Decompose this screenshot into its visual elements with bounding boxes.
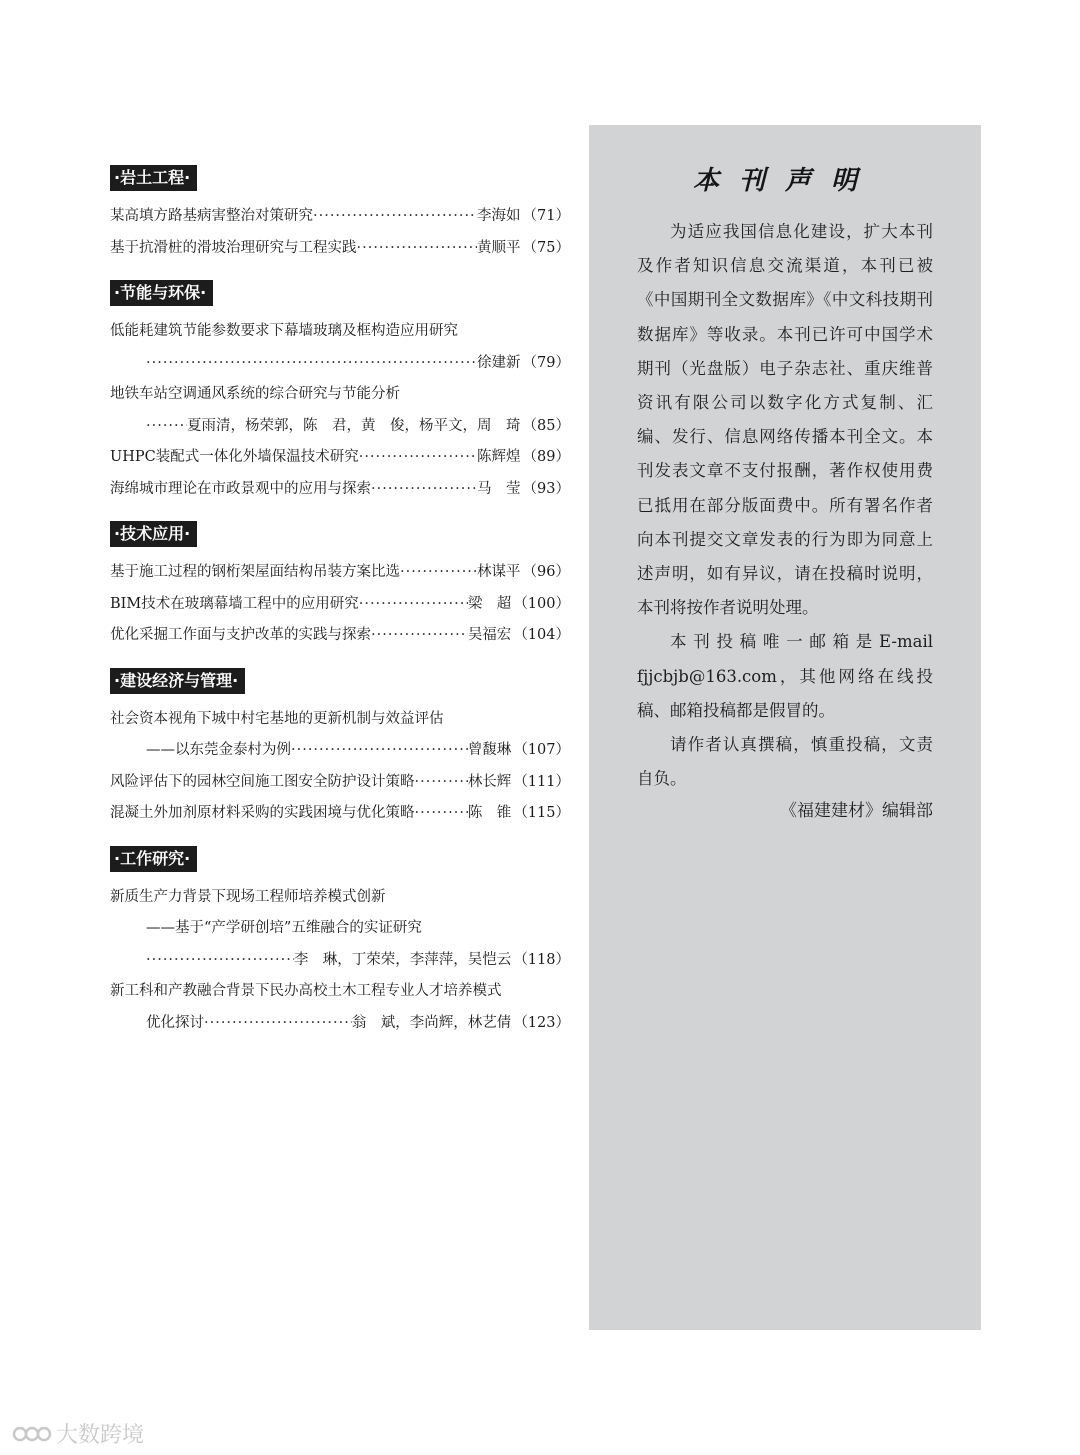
dot-leader bbox=[357, 233, 478, 265]
entry-author: 曾馥琳 bbox=[467, 742, 512, 758]
entry-title: 基于抗滑桩的滑坡治理研究与工程实践 bbox=[110, 239, 357, 256]
notice-body bbox=[637, 215, 933, 796]
entry-page: （100） bbox=[513, 595, 570, 612]
toc-section bbox=[110, 846, 570, 1040]
toc-entry[interactable] bbox=[110, 379, 570, 442]
dot-leader bbox=[359, 442, 477, 474]
watermark bbox=[12, 1418, 144, 1449]
notice-title: 本刊声明 bbox=[692, 166, 877, 196]
dot-leader bbox=[204, 1008, 352, 1040]
toc-entry[interactable] bbox=[110, 798, 570, 830]
entry-author: 陈 锥 bbox=[467, 805, 512, 821]
entry-author: 林谋平 bbox=[477, 564, 521, 580]
entry-page: （93） bbox=[522, 480, 570, 497]
toc-section bbox=[110, 521, 570, 652]
table-of-contents bbox=[110, 165, 570, 1039]
entry-page: （111） bbox=[513, 773, 570, 790]
entry-title: 社会资本视角下城中村宅基地的更新机制与效益评估 bbox=[110, 710, 444, 727]
notice-paragraph: 为适应我国信息化建设，扩大本刊及作者知识信息交流渠道，本刊已被《中国期刊全文数据库》《中文科技期刊数据库》等收录。本刊已许可中国学术期刊（光盘版）电子杂志社、重庆维普资讯有限公司以数字化方式复制、汇编、发行、信息网络传播本刊全文。本刊发表文章不支付报酬，著作权使用费已抵用在部分版面费中。所有署名作者向本刊提交文章发表的行为即为同意上述声明，如有异议，请在投稿时说明，本刊将按作者说明处理。 bbox=[637, 222, 933, 618]
entry-page: （96） bbox=[522, 564, 570, 580]
entry-title: UHPC装配式一体化外墙保温技术研究 bbox=[110, 449, 359, 465]
toc-entry[interactable] bbox=[110, 316, 570, 379]
entry-title: 风险评估下的园林空间施工图安全防护设计策略 bbox=[110, 773, 415, 790]
entry-title: 低能耗建筑节能参数要求下幕墙玻璃及框构造应用研究 bbox=[110, 323, 458, 339]
entry-title: 海绵城市理论在市政景观中的应用与探索 bbox=[110, 480, 371, 497]
watermark-text: 大数跨境 bbox=[56, 1423, 145, 1448]
notice-paragraph: 本刊投稿唯一邮箱是E-mail fjjcbjb@163.com，其他网络在线投稿、邮箱投稿都是假冒的。 bbox=[637, 632, 933, 720]
entry-page: （107） bbox=[513, 742, 570, 758]
entry-page: （85） bbox=[522, 417, 570, 434]
section-header: ·节能与环保· bbox=[110, 280, 213, 306]
toc-entry[interactable] bbox=[110, 201, 570, 233]
entry-page: （75） bbox=[522, 239, 570, 256]
entry-title: 某高填方路基病害整治对策研究 bbox=[110, 208, 313, 224]
entry-author: 马 莹 bbox=[477, 480, 521, 497]
entry-title: 基于施工过程的钢桁架屋面结构吊装方案比选 bbox=[110, 564, 400, 580]
entry-title: 混凝土外加剂原材料采购的实践困境与优化策略 bbox=[110, 805, 415, 821]
dot-leader bbox=[146, 945, 294, 977]
entry-author: 李海如 bbox=[477, 208, 521, 224]
entry-author: 黄顺平 bbox=[477, 239, 521, 256]
entry-author: 梁 超 bbox=[467, 595, 512, 612]
entry-subtitle: ——基于“产学研创培”五维融合的实证研究 bbox=[146, 920, 422, 936]
toc-entry[interactable] bbox=[110, 233, 570, 265]
toc-entry[interactable] bbox=[110, 976, 570, 1039]
entry-page: （89） bbox=[522, 449, 570, 465]
notice-paragraph: 请作者认真撰稿，慎重投稿，文责自负。 bbox=[637, 735, 933, 789]
entry-author: 夏雨清，杨荣郭，陈 君，黄 俊，杨平文，周 琦 bbox=[187, 417, 521, 434]
entry-title: 优化采掘工作面与支护改革的实践与探索 bbox=[110, 627, 371, 643]
toc-section bbox=[110, 280, 570, 505]
section-header: ·岩土工程· bbox=[110, 165, 197, 191]
entry-page: （118） bbox=[513, 951, 570, 968]
section-header: ·工作研究· bbox=[110, 846, 197, 872]
entry-author: 林长辉 bbox=[467, 773, 512, 790]
entry-author: 徐建新 bbox=[477, 354, 521, 371]
toc-section bbox=[110, 165, 570, 264]
dot-leader bbox=[291, 735, 468, 767]
toc-entry[interactable] bbox=[110, 767, 570, 799]
entry-author: 陈辉煌 bbox=[477, 449, 521, 465]
dot-leader bbox=[415, 767, 468, 799]
dot-leader bbox=[146, 411, 187, 443]
toc-entry[interactable] bbox=[110, 557, 570, 589]
toc-entry[interactable] bbox=[110, 589, 570, 621]
entry-author: 翁 斌，李尚辉，林艺倩 bbox=[351, 1014, 512, 1031]
dot-leader bbox=[415, 798, 468, 830]
entry-author: 李 琳，丁荣荣，李萍萍，吴恺云 bbox=[293, 951, 512, 968]
entry-title-continuation: 优化探讨 bbox=[146, 1014, 204, 1031]
entry-title: 地铁车站空调通风系统的综合研究与节能分析 bbox=[110, 386, 400, 402]
dot-leader bbox=[313, 201, 477, 233]
entry-title: BIM技术在玻璃幕墙工程中的应用研究 bbox=[110, 595, 359, 612]
entry-page: （71） bbox=[522, 208, 570, 224]
dot-leader bbox=[371, 620, 468, 652]
dot-leader bbox=[146, 348, 477, 380]
entry-page: （104） bbox=[513, 627, 570, 643]
toc-entry[interactable] bbox=[110, 882, 570, 977]
toc-entry[interactable] bbox=[110, 442, 570, 474]
dot-leader bbox=[371, 474, 477, 506]
entry-page: （123） bbox=[513, 1014, 570, 1031]
toc-entry[interactable] bbox=[110, 704, 570, 767]
entry-page: （115） bbox=[513, 805, 570, 821]
section-header: ·建设经济与管理· bbox=[110, 668, 245, 694]
entry-title-continuation: ——以东莞金泰村为例 bbox=[146, 742, 291, 758]
entry-title: 新质生产力背景下现场工程师培养模式创新 bbox=[110, 888, 386, 905]
dot-leader bbox=[359, 589, 468, 621]
entry-page: （79） bbox=[522, 354, 570, 371]
entry-author: 吴福宏 bbox=[467, 627, 512, 643]
section-header: ·技术应用· bbox=[110, 521, 197, 547]
notice-signature: 《福建建材》编辑部 bbox=[780, 801, 933, 821]
dot-leader bbox=[400, 557, 477, 589]
toc-entry[interactable] bbox=[110, 620, 570, 652]
watermark-logo-icon bbox=[12, 1421, 52, 1447]
toc-entry[interactable] bbox=[110, 474, 570, 506]
toc-section bbox=[110, 668, 570, 830]
entry-title: 新工科和产教融合背景下民办高校土木工程专业人才培养模式 bbox=[110, 983, 502, 999]
